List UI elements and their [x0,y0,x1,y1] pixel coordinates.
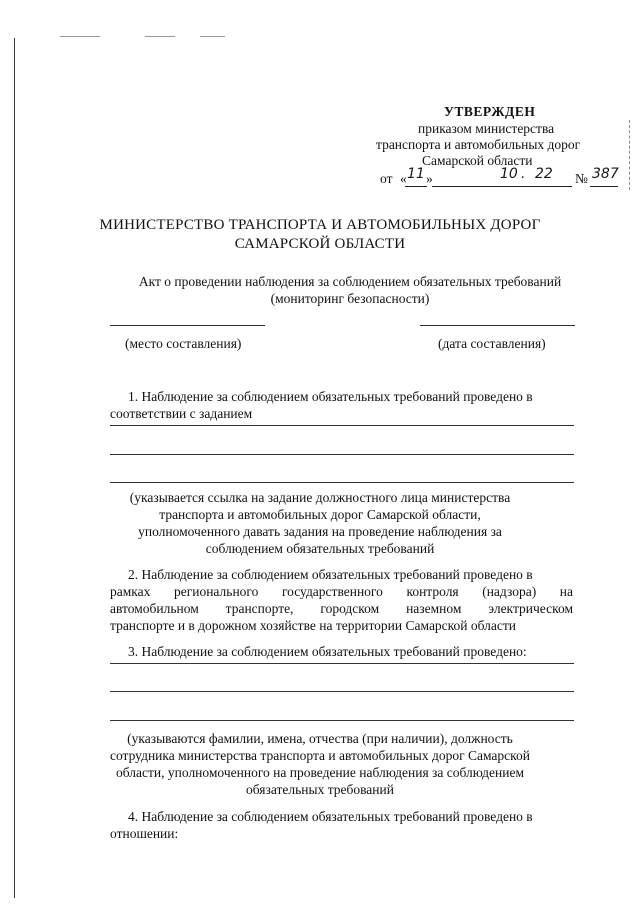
handwritten-year: 22 [535,166,553,182]
section-1-note: уполномоченного давать задания на проведение наблюдения за [138,524,502,539]
ministry-region: САМАРСКОЙ ОБЛАСТИ [234,236,406,252]
fill-line [110,663,574,664]
place-label: (место составления) [125,336,242,351]
fill-line [110,425,574,426]
section-3-note: сотрудника министерства транспорта и автомобильных дорог Самарской [109,748,531,763]
paragraph-line: соответствии с заданием [110,406,253,421]
fill-line [110,691,574,692]
approval-date-line [380,166,619,188]
section-3-note: (указываются фамилии, имена, отчества (при наличии), должность [127,731,513,746]
handwritten-day: 11 [407,166,425,182]
quote-close: » [426,171,433,186]
quote-open: « [400,171,407,186]
paragraph-line: 1. Наблюдение за соблюдением обязательных требований проведено в [128,389,533,404]
scan-edge-right [629,120,631,190]
date-fill-line [420,325,575,326]
day-underline [405,186,427,187]
scan-mark [200,36,225,37]
scan-mark [145,36,175,37]
section-4-text [110,808,573,842]
ministry-title: МИНИСТЕРСТВО ТРАНСПОРТА И АВТОМОБИЛЬНЫХ ДОРОГ [99,217,541,233]
number-underline [590,186,618,187]
section-1-note: (указывается ссылка на задание должностного лица министерства [129,490,511,505]
paragraph-line: 4. Наблюдение за соблюдением обязательных требований проведено в [128,809,533,824]
section-2-text [110,566,573,634]
paragraph-line: 2. Наблюдение за соблюдением обязательных требований проведено в [128,567,533,582]
fill-line [110,454,574,455]
section-1-note: транспорта и автомобильных дорог Самарской области, [159,507,481,522]
handwritten-number: 387 [592,166,619,182]
section-1-text [110,388,573,422]
handwritten-month: 10 [500,166,518,182]
paragraph-line: отношении: [110,826,179,841]
date-label: (дата составления) [438,336,546,351]
scan-mark [60,36,100,37]
fill-line [110,720,574,721]
date-prefix: от [380,171,393,186]
section-3-text [110,643,573,660]
paragraph-line: транспорте и в дорожном хозяйстве на территории Самарской области [110,618,517,633]
act-subtitle: (мониторинг безопасности) [270,291,430,306]
section-1-note: соблюдением обязательных требований [205,541,435,556]
number-sign: № [575,171,588,186]
month-underline [432,186,572,187]
paragraph-line: рамках регионального государственного контроля (надзора) на [110,584,573,599]
handwritten-dot: . [521,166,526,182]
section-3-note: области, уполномоченного на проведение наблюдения за соблюдением [116,765,524,780]
approval-line: Самарской области [422,153,533,168]
fill-line [110,482,574,483]
approval-line: транспорта и автомобильных дорог [376,137,581,152]
paragraph-line: 3. Наблюдение за соблюдением обязательных требований проведено: [128,644,527,659]
approval-title: УТВЕРЖДЕН [444,104,536,119]
place-fill-line [110,325,265,326]
act-title: Акт о проведении наблюдения за соблюдением обязательных требований [138,274,562,289]
paragraph-line: автомобильном транспорте, городском наземном электрическом [110,601,573,616]
section-3-note: обязательных требований [246,782,394,797]
approval-line: приказом министерства [418,121,555,136]
